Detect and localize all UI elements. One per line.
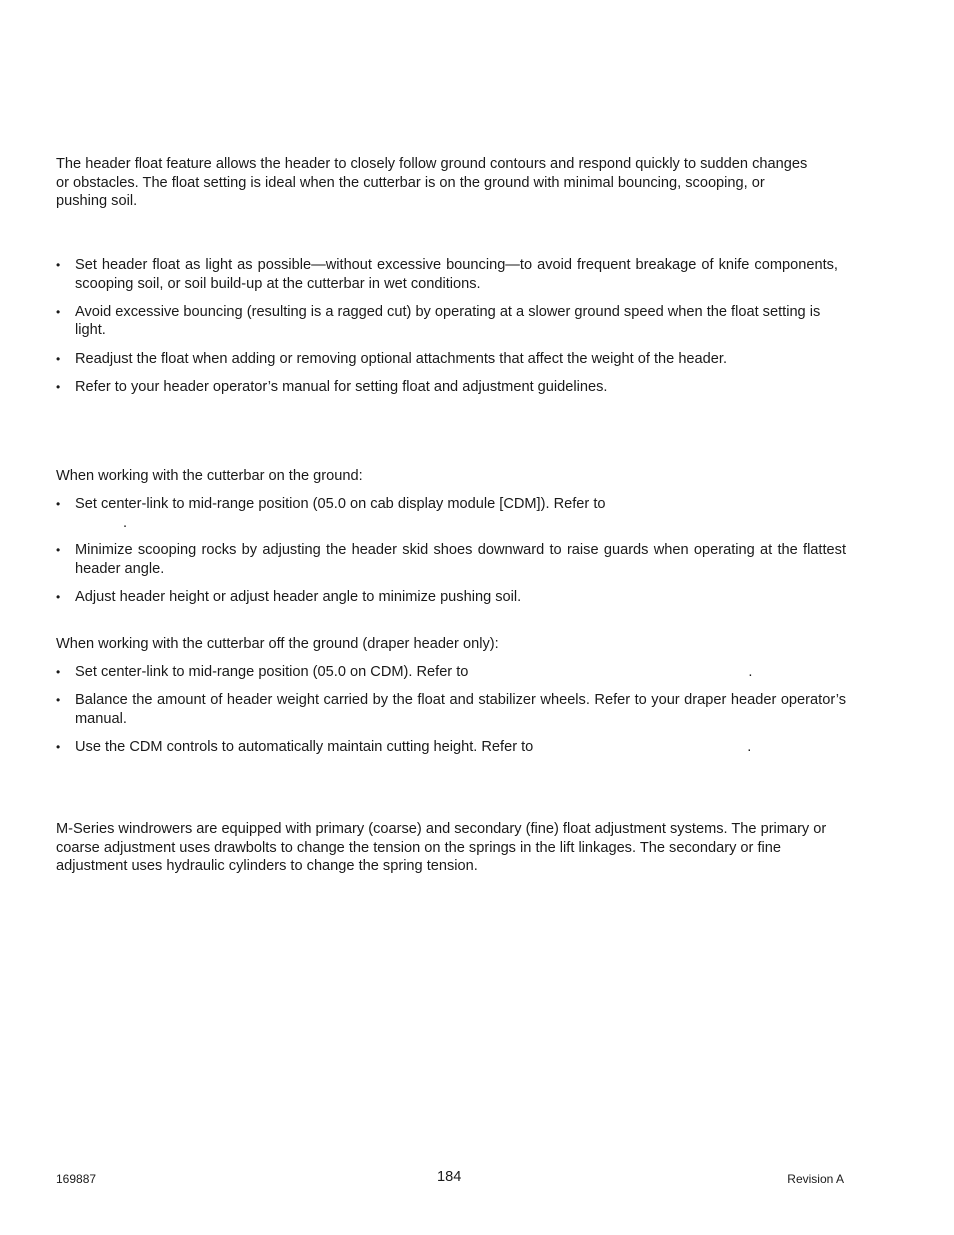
list-item-text: Use the CDM controls to automatically maintain cutting height. Refer to: [75, 738, 534, 755]
bullet-icon: •: [56, 379, 61, 394]
page-number: 184: [437, 1169, 462, 1185]
bullet-icon: •: [56, 693, 61, 708]
list-item: [56, 738, 846, 757]
list-item: [56, 350, 838, 369]
bullet-icon: •: [56, 258, 61, 272]
on-ground-list: [56, 495, 846, 616]
list-item-tail: .: [747, 738, 752, 755]
list-item-tail: .: [123, 514, 128, 531]
list-item: [56, 495, 846, 532]
list-item: [56, 691, 846, 728]
float-adjustment-paragraph: M-Series windrowers are equipped with primary (coarse) and secondary (fine) float adjustment systems. The primary or coarse adjustment uses drawbolts to change the tension on the springs in the lift linkages. The secondary or fine adjustment uses hydraulic cylinders to change the spring tension.: [56, 821, 827, 875]
header-float-intro: The header float feature allows the header to closely follow ground contours and respond quickly to sudden changes or obstacles. The float setting is ideal when the cutterbar is on the ground with minimal bouncing, scooping, or pushing soil.: [56, 156, 808, 210]
list-item-text: Adjust header height or adjust header angle to minimize pushing soil.: [75, 588, 522, 605]
list-item-text: Balance the amount of header weight carried by the float and stabilizer wheels. Refer to your draper header operator’s manual.: [75, 692, 846, 727]
bullet-icon: •: [56, 543, 61, 558]
bullet-icon: •: [56, 739, 61, 754]
on-ground-intro: When working with the cutterbar on the ground:: [56, 468, 363, 484]
list-item-text: Readjust the float when adding or removing optional attachments that affect the weight of the header.: [75, 350, 728, 367]
bullet-icon: •: [56, 497, 61, 511]
list-item: [56, 663, 846, 682]
bullet-icon: •: [56, 351, 61, 366]
document-number: 169887: [56, 1172, 97, 1186]
off-ground-intro: When working with the cutterbar off the ground (draper header only):: [56, 636, 499, 652]
list-item: [56, 541, 846, 578]
list-item: [56, 256, 838, 293]
list-item-text: Set center-link to mid-range position (05.0 on CDM). Refer to: [75, 664, 469, 680]
list-item: [56, 588, 846, 607]
bullet-icon: •: [56, 665, 61, 679]
float-tips-list: [56, 256, 838, 406]
bullet-icon: •: [56, 304, 61, 319]
list-item-tail: .: [748, 664, 753, 680]
list-item: [56, 378, 838, 397]
off-ground-list: [56, 663, 846, 766]
revision-label: Revision A: [787, 1172, 844, 1186]
list-item: [56, 303, 838, 340]
list-item-text: Avoid excessive bouncing (resulting is a ragged cut) by operating at a slower ground speed when the float setting is light.: [75, 303, 821, 339]
list-item-text: Refer to your header operator’s manual for setting float and adjustment guidelines.: [75, 378, 608, 395]
list-item-text: Set header float as light as possible—without excessive bouncing—to avoid frequent breakage of knife components, scooping soil, or soil build-up at the cutterbar in wet conditions.: [75, 257, 838, 292]
list-item-text: Set center-link to mid-range position (05.0 on cab display module [CDM]). Refer to: [75, 496, 606, 512]
bullet-icon: •: [56, 589, 61, 604]
list-item-text: Minimize scooping rocks by adjusting the header skid shoes downward to raise guards when operating at the flattest header angle.: [75, 542, 846, 577]
